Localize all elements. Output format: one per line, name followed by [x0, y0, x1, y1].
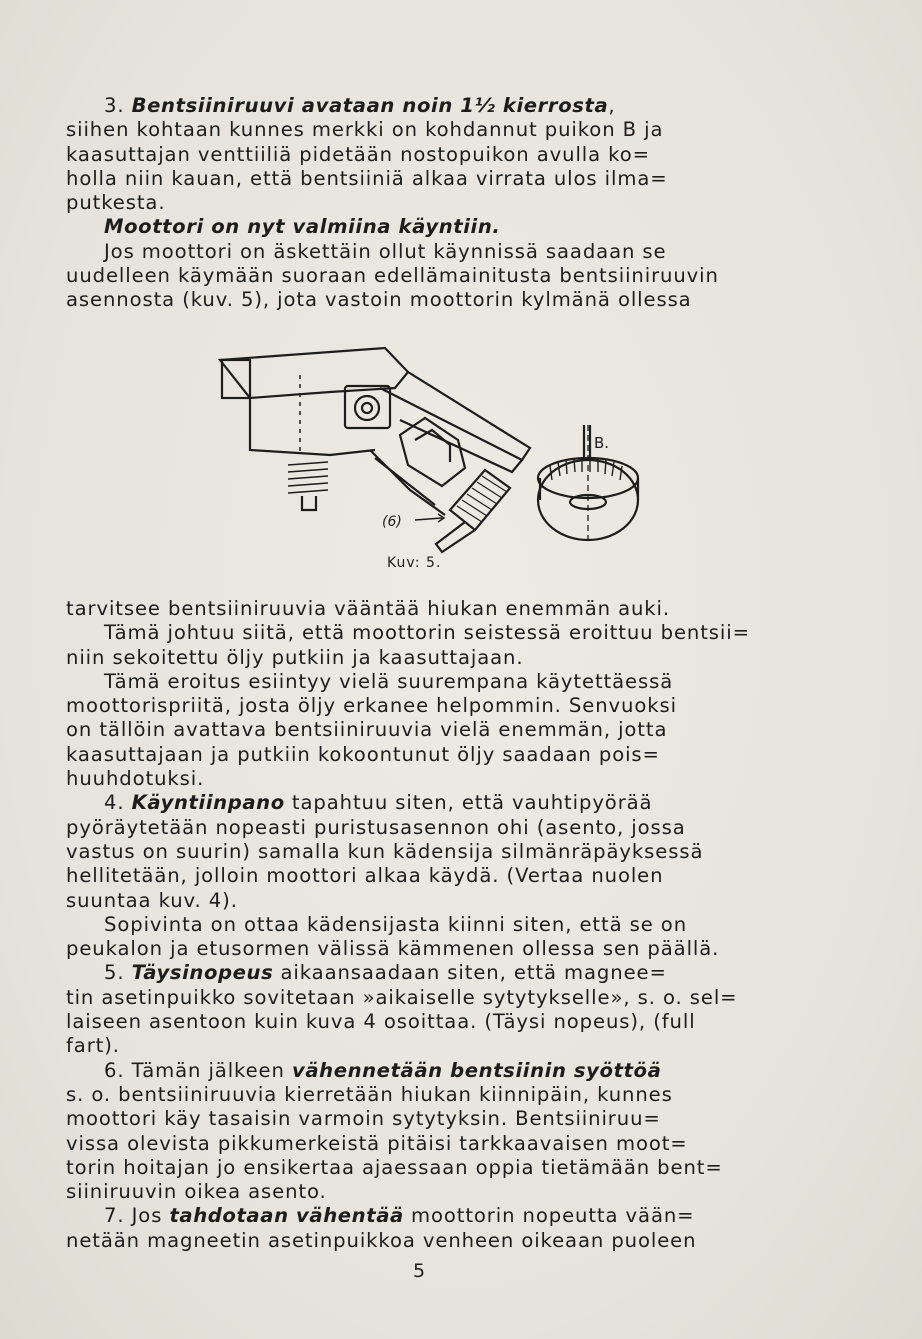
text-line	[66, 1010, 782, 1034]
text-run: kaasuttajan venttiiliä pidetään nostopuikon avulla ko=	[66, 142, 650, 166]
text-line	[66, 1034, 782, 1058]
text-line	[66, 1180, 782, 1204]
text-run: tin asetinpuikko sovitetaan »aikaiselle sytytykselle», s. o. sel=	[66, 985, 738, 1009]
text-line	[66, 718, 782, 742]
text-run: niin sekoitettu öljy putkiin ja kaasuttajaan.	[66, 645, 524, 669]
text-line	[66, 816, 782, 840]
text-line	[66, 1107, 782, 1131]
text-line	[66, 167, 782, 191]
text-run: Tämä johtuu siitä, että moottorin seistessä eroittuu bentsii=	[104, 621, 750, 645]
text-line	[66, 889, 782, 913]
text-run: moottorin nopeutta vään=	[403, 1204, 695, 1228]
text-run: moottorispriitä, josta öljy erkanee helpommin. Senvuoksi	[66, 694, 677, 718]
text-line	[66, 597, 782, 621]
figure-label-b: B.	[594, 434, 610, 452]
text-run: moottori käy tasaisin varmoin sytytyksin. Bentsiiniruu=	[66, 1107, 661, 1131]
text-paragraph-bottom	[66, 597, 782, 1253]
text-run: siiniruuvin oikea asento.	[66, 1180, 327, 1204]
text-run: fart).	[66, 1034, 120, 1058]
text-run: 6. Tämän jälkeen	[104, 1058, 292, 1082]
text-run: vastus on suurin) samalla kun kädensija silmänräpäyksessä	[66, 839, 704, 863]
text-run: ,	[608, 94, 616, 117]
figure-caption: Kuv: 5.	[387, 555, 442, 571]
text-run: asennosta (kuv. 5), jota vastoin moottorin kylmänä ollessa	[66, 288, 692, 312]
text-run: suuntaa kuv. 4).	[66, 888, 238, 912]
emphasized-text: Bentsiiniruuvi avataan noin 1½ kierrosta	[131, 94, 609, 117]
text-run: netään magneetin asetinpuikkoa venheen oikeaan puoleen	[66, 1228, 697, 1252]
text-line	[66, 288, 782, 312]
text-line	[66, 767, 782, 791]
text-run: 4.	[104, 791, 132, 815]
text-run: peukalon ja etusormen välissä kämmenen ollessa sen päällä.	[66, 937, 720, 961]
text-line	[66, 191, 782, 215]
text-line	[66, 215, 782, 239]
text-line	[66, 118, 782, 142]
text-line	[66, 694, 782, 718]
text-run: torin hoitajan jo ensikertaa ajaessaan oppia tietämään bent=	[66, 1155, 723, 1179]
text-run: Tämä eroitus esiintyy vielä suurempana käytettäessä	[104, 669, 674, 693]
emphasized-text: Täysinopeus	[131, 961, 274, 985]
text-line	[66, 1083, 782, 1107]
text-run: putkesta.	[66, 191, 166, 215]
carburetor-body-drawing	[220, 348, 530, 552]
text-run: 3.	[104, 94, 132, 117]
text-line	[66, 646, 782, 670]
text-line	[66, 1059, 782, 1083]
text-line	[66, 240, 782, 264]
text-paragraph-top	[66, 94, 782, 313]
text-run: uudelleen käymään suoraan edellämainitusta bentsiiniruuvin	[66, 264, 719, 288]
emphasized-text: tahdotaan vähentää	[169, 1204, 404, 1228]
text-run: laiseen asentoon kuin kuva 4 osoittaa. (Täysi nopeus), (full	[66, 1010, 696, 1034]
text-run: vissa olevista pikkumerkeistä pitäisi tarkkaavaisen moot=	[66, 1131, 688, 1155]
text-run: s. o. bentsiiniruuvia kierretään hiukan kiinnipäin, kunnes	[66, 1082, 673, 1106]
emphasized-text: Käyntiinpano	[131, 791, 285, 815]
emphasized-text: vähennetään bentsiinin syöttöä	[291, 1058, 662, 1082]
page-number: 5	[413, 1260, 426, 1282]
text-line	[66, 864, 782, 888]
text-line	[66, 143, 782, 167]
text-line	[66, 1132, 782, 1156]
carburetor-figure	[210, 330, 650, 580]
dial-drawing	[538, 425, 638, 540]
text-line	[66, 1204, 782, 1228]
text-run: kaasuttajaan ja putkiin kokoontunut öljy saadaan pois=	[66, 742, 660, 766]
text-run: pyöräytetään nopeasti puristusasennon ohi (asento, jossa	[66, 815, 686, 839]
text-run: on tällöin avattava bentsiiniruuvia vielä enemmän, jotta	[66, 718, 668, 742]
text-run: holla niin kauan, että bentsiiniä alkaa virrata ulos ilma=	[66, 166, 668, 190]
text-run: aikaansaadaan siten, että magnee=	[273, 961, 667, 985]
text-line	[66, 743, 782, 767]
text-run: tapahtuu siten, että vauhtipyörää	[284, 791, 653, 815]
text-run: hellitetään, jolloin moottori alkaa käydä. (Vertaa nuolen	[66, 864, 664, 888]
text-line	[66, 840, 782, 864]
text-line	[66, 937, 782, 961]
text-run: 7. Jos	[104, 1204, 170, 1228]
text-line	[66, 670, 782, 694]
text-run: tarvitsee bentsiiniruuvia vääntää hiukan enemmän auki.	[66, 597, 671, 620]
figure-label-6: (6)	[382, 514, 402, 530]
text-line	[66, 621, 782, 645]
text-run: Sopivinta on ottaa kädensijasta kiinni siten, että se on	[104, 912, 688, 936]
text-line	[66, 961, 782, 985]
text-line	[66, 264, 782, 288]
text-line	[66, 986, 782, 1010]
text-line	[66, 913, 782, 937]
text-line	[66, 1229, 782, 1253]
emphasized-text: Moottori on nyt valmiina käyntiin.	[104, 215, 501, 239]
text-run: siihen kohtaan kunnes merkki on kohdannut puikon B ja	[66, 118, 664, 142]
text-line	[66, 1156, 782, 1180]
text-line	[66, 791, 782, 815]
text-run: 5.	[104, 961, 132, 985]
text-line	[66, 94, 782, 118]
text-run: huuhdotuksi.	[66, 767, 205, 791]
text-run: Jos moottori on äskettäin ollut käynnissä saadaan se	[104, 239, 667, 263]
